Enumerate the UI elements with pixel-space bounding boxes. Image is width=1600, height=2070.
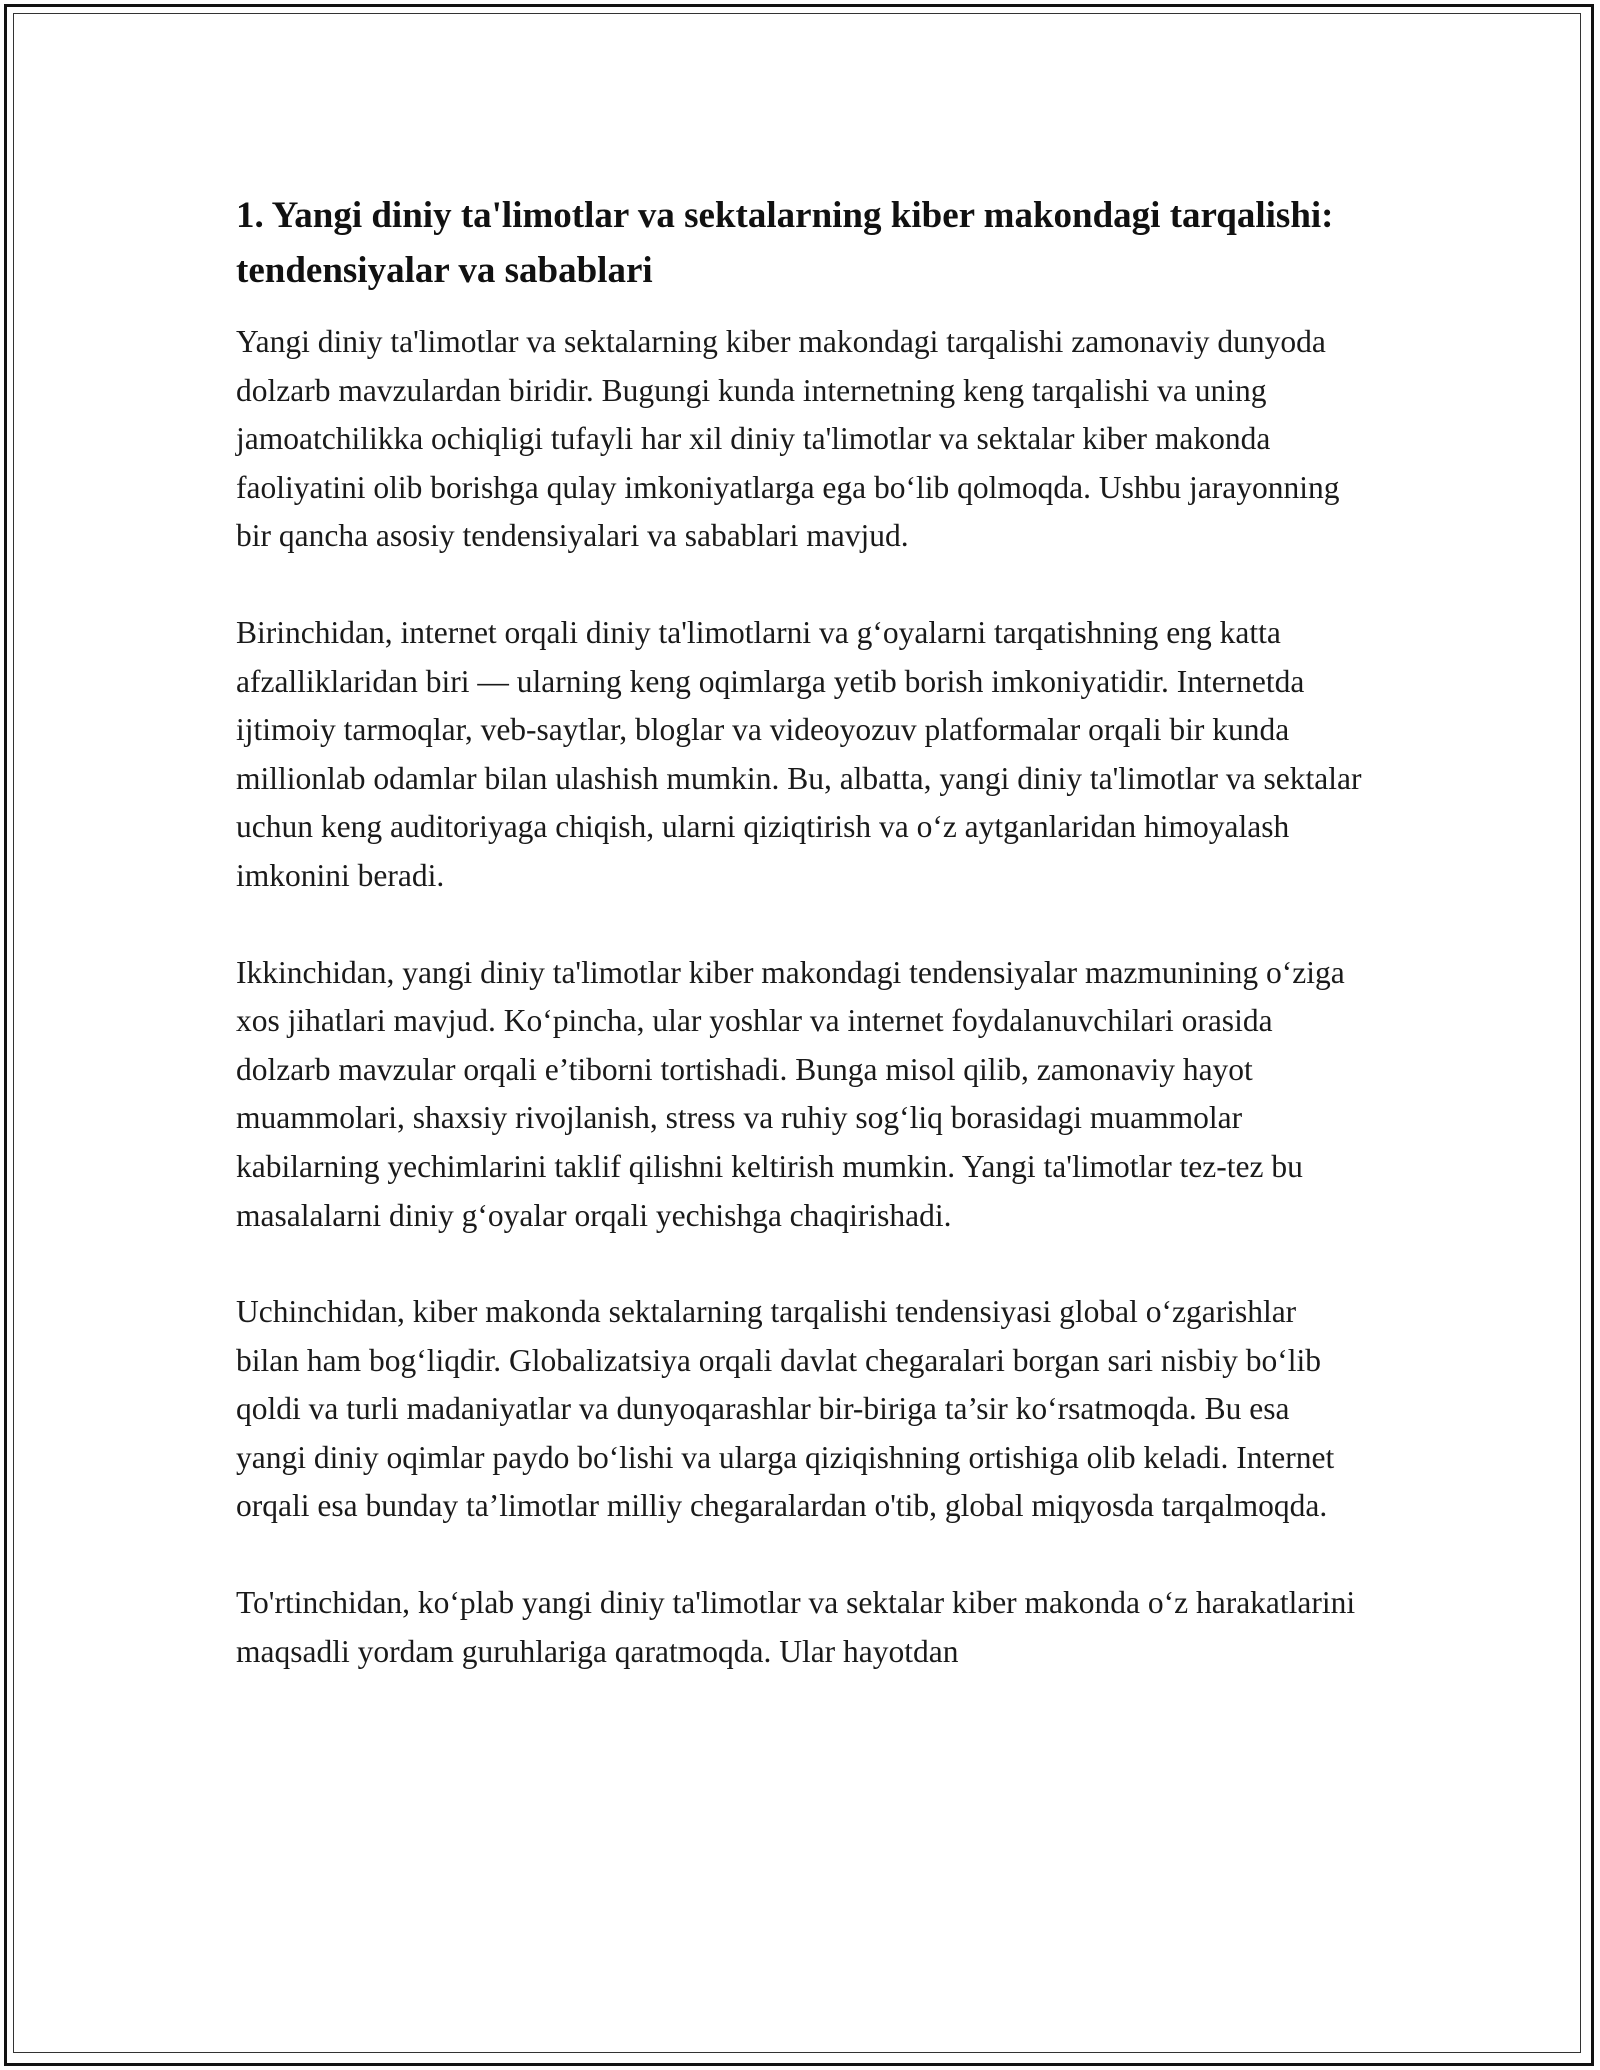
paragraph-second: Ikkinchidan, yangi diniy ta'limotlar kiber makondagi tendensiyalar mazmunining o‘ziga xos jihatlari mavjud. Ko‘pincha, ular yoshlar va internet foydalanuvchilari orasida dolzarb mavzular orqali e’tiborni tortishadi. Bunga misol qilib, zamonaviy hayot muammolari, shaxsiy rivojlanish, stress va ruhiy sog‘liq borasidagi muammolar kabilarning yechimlarini taklif qilishni keltirish mumkin. Yangi ta'limotlar tez-tez bu masalalarni diniy g‘oyalar orqali yechishga chaqirishadi. (236, 954, 1345, 1233)
paragraph-third: Uchinchidan, kiber makonda sektalarning tarqalishi tendensiyasi global o‘zgarishlar bilan ham bog‘liqdir. Globalizatsiya orqali davlat chegaralari borgan sari nisbiy bo‘lib qoldi va turli madaniyatlar va dunyoqarashlar bir-biriga ta’sir ko‘rsatmoqda. Bu esa yangi diniy oqimlar paydo bo‘lishi va ularga qiziqishning ortishiga olib keladi. Internet orqali esa bunday ta’limotlar milliy chegaralardan o'tib, global miqyosda tarqalmoqda. (236, 1294, 1335, 1524)
document-body (236, 188, 1366, 1724)
paragraph-fourth: To'rtinchidan, ko‘plab yangi diniy ta'limotlar va sektalar kiber makonda o‘z harakatlarini maqsadli yordam guruhlariga qaratmoqda. Ular hayotdan (236, 1585, 1356, 1669)
paragraph-intro: Yangi diniy ta'limotlar va sektalarning kiber makondagi tarqalishi zamonaviy dunyoda dolzarb mavzulardan biridir. Bugungi kunda internetning keng tarqalishi va uning jamoatchilikka ochiqligi tufayli har xil diniy ta'limotlar va sektalar kiber makonda faoliyatini olib borishga qulay imkoniyatlarga ega bo‘lib qolmoqda. Ushbu jarayonning bir qancha asosiy tendensiyalari va sabablari mavjud. (236, 324, 1340, 554)
section-heading: 1. Yangi diniy ta'limotlar va sektalarning kiber makondagi tarqalishi: tendensiyalar va sabablari (236, 195, 1334, 291)
paragraph-first: Birinchidan, internet orqali diniy ta'limotlarni va g‘oyalarni tarqatishning eng katta afzalliklaridan biri — ularning keng oqimlarga yetib borish imkoniyatidir. Internetda ijtimoiy tarmoqlar, veb-saytlar, bloglar va videoyozuv platformalar orqali bir kunda millionlab odamlar bilan ulashish mumkin. Bu, albatta, yangi diniy ta'limotlar va sektalar uchun keng auditoriyaga chiqish, ularni qiziqtirish va o‘z aytganlaridan himoyalash imkonini beradi. (236, 614, 1362, 893)
